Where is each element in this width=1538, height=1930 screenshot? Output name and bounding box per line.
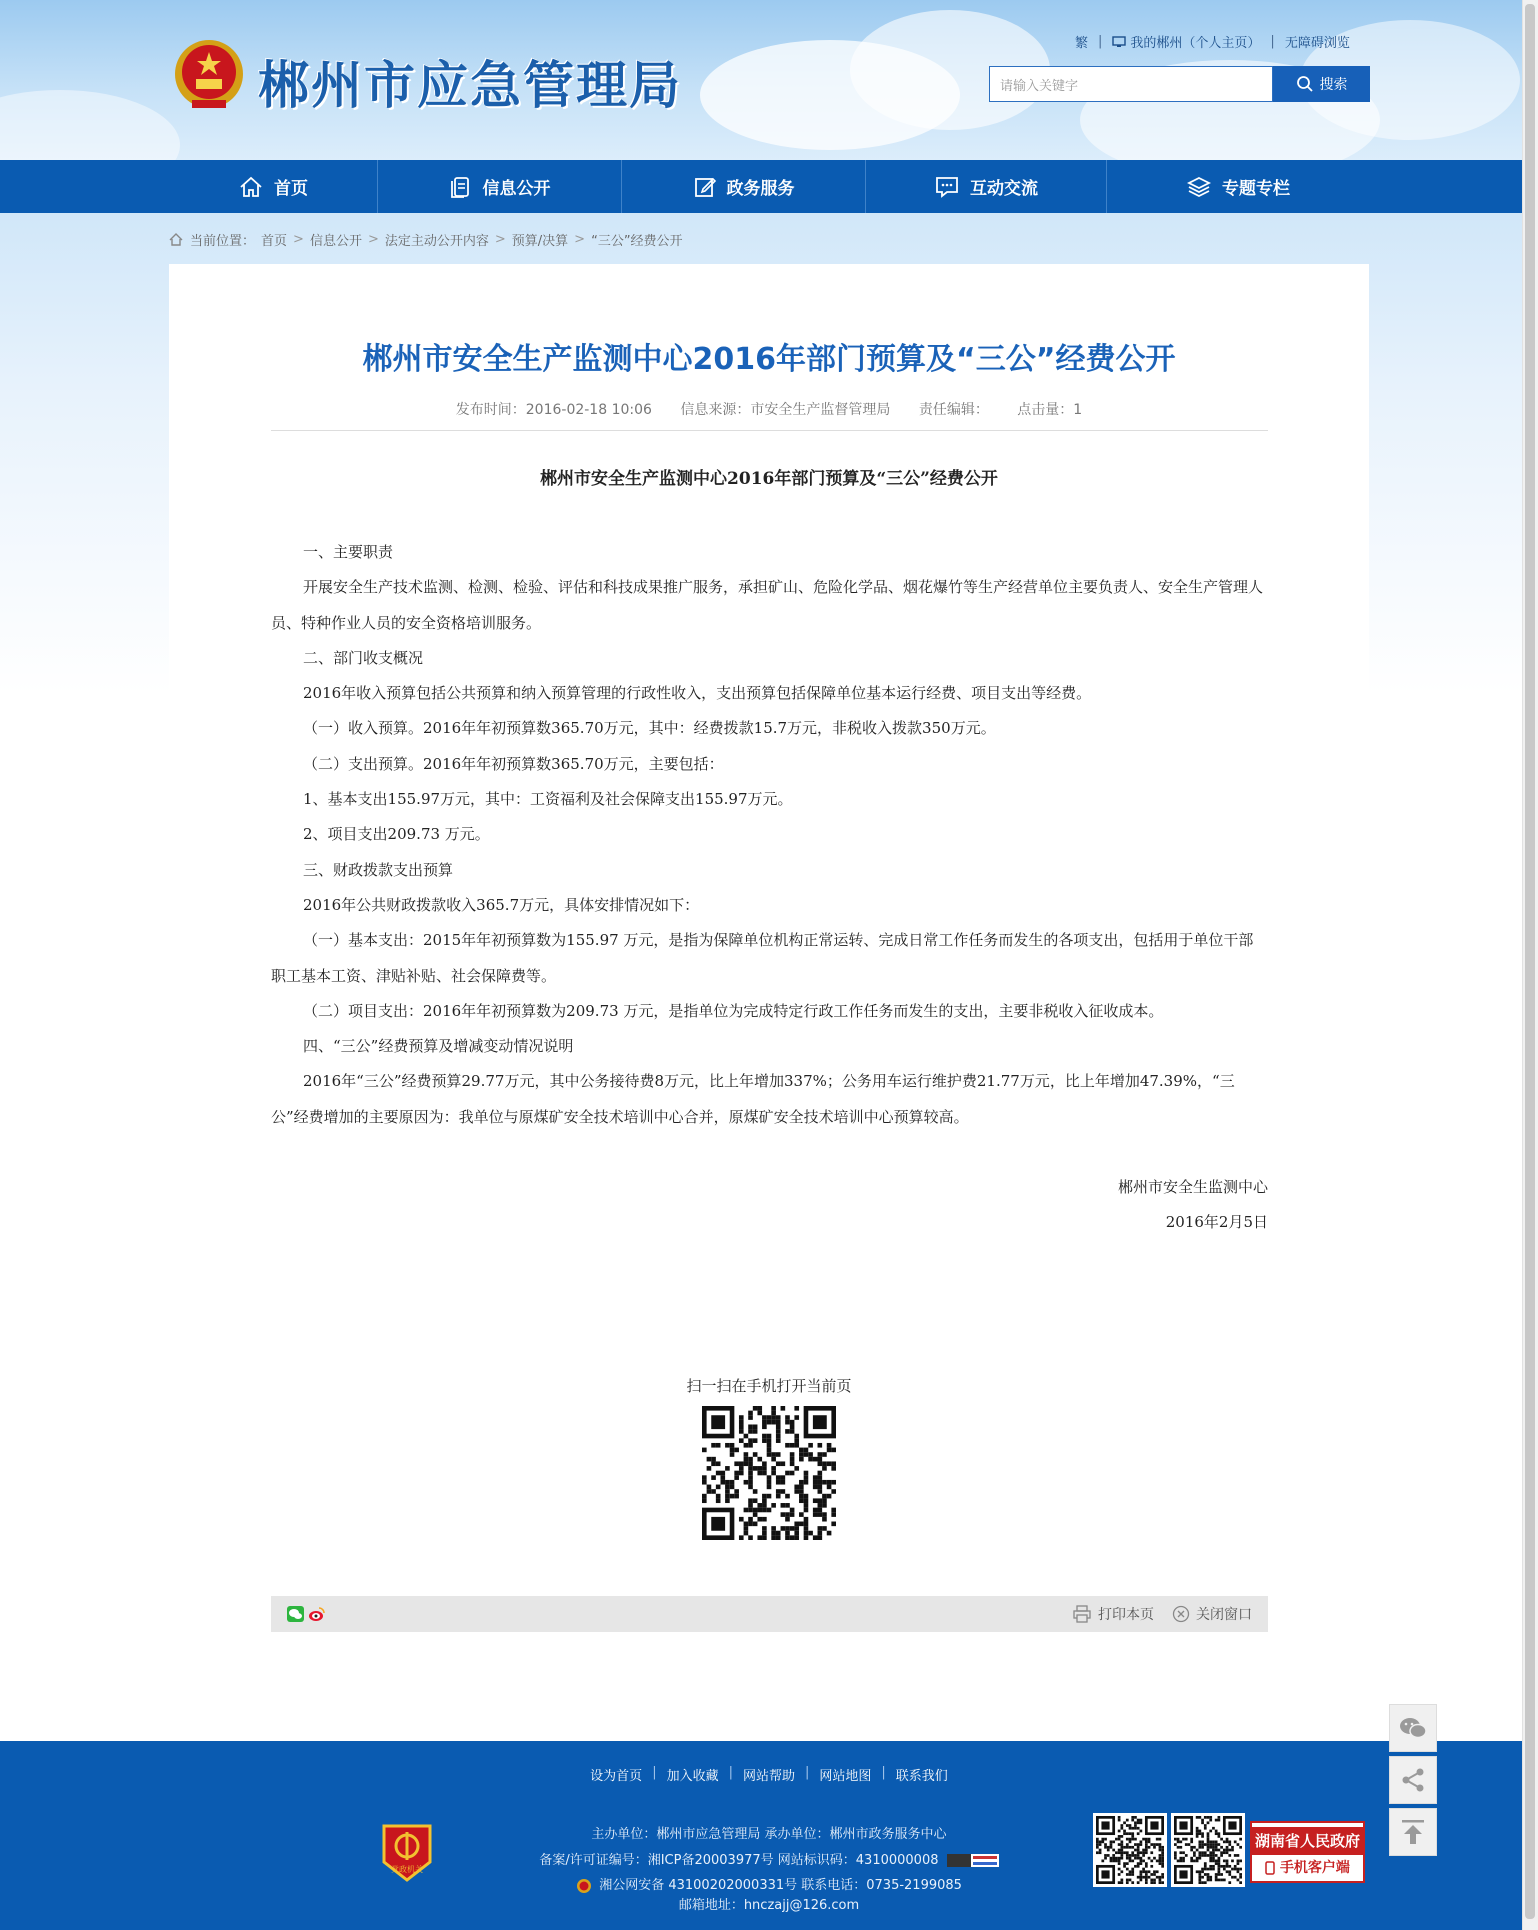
breadcrumb-item[interactable]: 预算/决算 (511, 234, 569, 249)
publish-time: 发布时间：2016-02-18 10:06 (455, 402, 652, 418)
breadcrumb-item[interactable]: 信息公开 (309, 234, 362, 249)
breadcrumb-item[interactable]: “三公”经费公开 (591, 234, 683, 249)
print-label: 打印本页 (1098, 1607, 1154, 1623)
paragraph: 2016年公共财政拨款收入365.7万元，具体安排情况如下： (303, 895, 700, 914)
nav-home[interactable] (169, 160, 377, 213)
scrollbar-thumb[interactable] (1525, 4, 1535, 1919)
paragraph: （一）基本支出：2015年年初预算数为155.97 万元，是指为保障单位机构正常运转、完成日常工作任务而发生的各项支出，包括用于单位干部职工基本工资、津贴补贴、社会保障费等。 (271, 931, 1254, 985)
search-box (989, 66, 1370, 102)
search-button-label: 搜索 (1319, 77, 1348, 93)
paragraph: 2016年“三公”经费预算29.77万元，其中公务接待费8万元，比上年增加337%；公务用车运行维护费21.77万元，比上年增加47.39%，“三公”经费增加的主要原因为：我单位与原煤矿安全技术培训中心合并，原煤矿安全技术培训中心预算较高。 (271, 1072, 1235, 1126)
search-icon (1296, 75, 1314, 93)
cnzz-stat-icon[interactable] (947, 1854, 999, 1867)
document-icon (449, 175, 473, 199)
breadcrumb-separator: > (367, 232, 379, 247)
breadcrumb (168, 230, 683, 249)
weibo-share-icon[interactable] (308, 1606, 325, 1622)
site-title: 郴州市应急管理局 (258, 57, 683, 116)
nav-interaction[interactable] (866, 160, 1106, 213)
paragraph: 开展安全生产技术监测、检测、检验、评估和科技成果推广服务，承担矿山、危险化学品、烟花爆竹等生产经营单位主要负责人、安全生产管理人员、特种作业人员的安全资格培训服务。 (271, 578, 1264, 632)
breadcrumb-separator: > (293, 232, 304, 247)
search-button[interactable] (1273, 66, 1370, 102)
footer-qr-code-1 (1093, 1813, 1167, 1887)
printer-icon (1072, 1605, 1092, 1623)
paragraph: （二）支出预算。2016年年初预算数365.70万元，主要包括： (303, 754, 724, 773)
footer-links (0, 1765, 1538, 1784)
breadcrumb-separator: > (574, 232, 586, 247)
app-badge-subtitle-label: 手机客户端 (1279, 1860, 1350, 1876)
share-icon (1399, 1766, 1427, 1794)
footer (0, 1741, 1538, 1930)
back-to-top-button[interactable] (1389, 1808, 1437, 1856)
personal-homepage-label: 我的郴州（个人主页） (1130, 36, 1261, 51)
page-tools (1072, 1604, 1252, 1624)
paragraph: 一、主要职责 (303, 543, 394, 561)
nav-info-public-label: 信息公开 (482, 179, 551, 199)
footer-police-text: 湘公网安备 43100202000331号 联系电话：0735-2199085 (599, 1878, 962, 1893)
breadcrumb-item[interactable]: 首页 (261, 234, 288, 249)
signature: 郴州市安全生监测中心 (1117, 1178, 1268, 1197)
qr-label: 扫一扫在手机打开当前页 (686, 1377, 852, 1395)
accessibility-link[interactable]: 无障碍浏览 (1284, 36, 1350, 51)
nav-home-label: 首页 (274, 179, 308, 199)
print-button[interactable] (1072, 1604, 1154, 1624)
search-placeholder: 请输入关键字 (1000, 77, 1079, 93)
paragraph: 2016年收入预算包括公共预算和纳入预算管理的行政性收入，支出预算包括保障单位基本运行经费、项目支出等经费。 (303, 684, 1092, 703)
traditional-chinese-link[interactable]: 繁 (1075, 36, 1089, 51)
search-input[interactable] (989, 66, 1273, 102)
footer-link-bookmark[interactable]: 加入收藏 (666, 1769, 719, 1784)
nav-gov-services-label: 政务服务 (726, 179, 795, 199)
share-icons (287, 1606, 325, 1622)
info-source: 信息来源：市安全生产监督管理局 (680, 402, 891, 418)
separator: | (1098, 34, 1103, 49)
close-window-label: 关闭窗口 (1196, 1607, 1252, 1623)
share-bar (271, 1596, 1268, 1632)
edit-icon (693, 175, 717, 199)
home-icon (168, 232, 184, 247)
paragraph: 三、财政拨款支出预算 (303, 860, 454, 879)
breadcrumb-separator: > (494, 232, 506, 247)
nav-info-public[interactable] (378, 160, 621, 213)
article-meta (0, 399, 1538, 419)
close-icon (1172, 1605, 1190, 1623)
nav-special-topics[interactable] (1107, 160, 1369, 213)
top-links (1075, 32, 1350, 51)
wechat-icon (1398, 1715, 1428, 1741)
hunan-gov-app-badge[interactable] (1250, 1821, 1365, 1883)
footer-qr-code-2 (1171, 1813, 1245, 1887)
nav-interaction-label: 互动交流 (970, 179, 1038, 199)
footer-link-help[interactable]: 网站帮助 (742, 1769, 795, 1784)
chat-icon (934, 175, 960, 199)
floating-side-tools (1389, 1704, 1437, 1860)
police-badge-icon (576, 1878, 592, 1894)
paragraph: 2、项目支出209.73 万元。 (303, 825, 490, 844)
spacer (271, 1135, 1268, 1170)
wechat-float-button[interactable] (1389, 1704, 1437, 1752)
paragraph: （一）收入预算。2016年年初预算数365.70万元，其中：经费拨款15.7万元，非税收入拨款350万元。 (303, 719, 996, 738)
footer-link-contact[interactable]: 联系我们 (895, 1769, 948, 1784)
article-content (271, 535, 1268, 1241)
app-badge-title: 湖南省人民政府 (1252, 1827, 1363, 1855)
footer-email: 邮箱地址：hnczajj@126.com (678, 1898, 860, 1913)
back-to-top-icon (1400, 1818, 1426, 1846)
header-banner (0, 0, 1538, 160)
personal-homepage-link[interactable] (1112, 32, 1260, 51)
separator: | (1270, 34, 1275, 49)
paragraph: 四、“三公”经费预算及增减变动情况说明 (303, 1037, 574, 1056)
view-count: 点击量：1 (1017, 402, 1083, 418)
monitor-icon (1112, 36, 1126, 48)
divider (271, 430, 1268, 431)
paragraph: （二）项目支出：2016年年初预算数为209.73 万元，是指单位为完成特定行政工作任务而发生的支出，主要非税收入征收成本。 (303, 1001, 1164, 1020)
responsible-editor: 责任编辑： (918, 402, 989, 418)
footer-link-sitemap[interactable]: 网站地图 (819, 1769, 872, 1784)
wechat-share-icon[interactable] (287, 1606, 304, 1622)
app-badge-subtitle (1265, 1857, 1350, 1877)
footer-organizer: 主办单位：郴州市应急管理局 承办单位：郴州市政务服务中心 (591, 1827, 947, 1842)
signature-date: 2016年2月5日 (1165, 1213, 1268, 1232)
separator: | (728, 1765, 733, 1780)
home-icon (238, 175, 264, 199)
breadcrumb-label: 当前位置： (190, 234, 256, 249)
party-gov-badge-text: 党政机关 (391, 1865, 423, 1874)
main-nav (0, 160, 1538, 213)
share-float-button[interactable] (1389, 1756, 1437, 1804)
paragraph: 1、基本支出155.97万元，其中：工资福利及社会保障支出155.97万元。 (303, 790, 793, 809)
separator: | (881, 1765, 886, 1780)
separator: | (805, 1765, 810, 1780)
separator: | (652, 1765, 657, 1780)
nav-gov-services[interactable] (622, 160, 865, 213)
page-qr-code (702, 1406, 836, 1540)
article-title: 郴州市安全生产监测中心2016年部门预算及“三公”经费公开 (362, 342, 1176, 377)
close-window-button[interactable] (1172, 1604, 1252, 1624)
phone-icon (1265, 1861, 1275, 1875)
layers-icon (1186, 175, 1212, 199)
footer-icp-text: 备案/许可证编号：湘ICP备20003977号 网站标识码：4310000008 (539, 1853, 939, 1868)
national-emblem-icon (172, 34, 246, 114)
nav-special-topics-label: 专题专栏 (1222, 179, 1290, 199)
body-title: 郴州市安全生产监测中心2016年部门预算及“三公”经费公开 (540, 469, 998, 489)
paragraph: 二、部门收支概况 (303, 648, 424, 667)
footer-link-set-home[interactable]: 设为首页 (590, 1769, 643, 1784)
breadcrumb-item[interactable]: 法定主动公开内容 (384, 234, 489, 249)
